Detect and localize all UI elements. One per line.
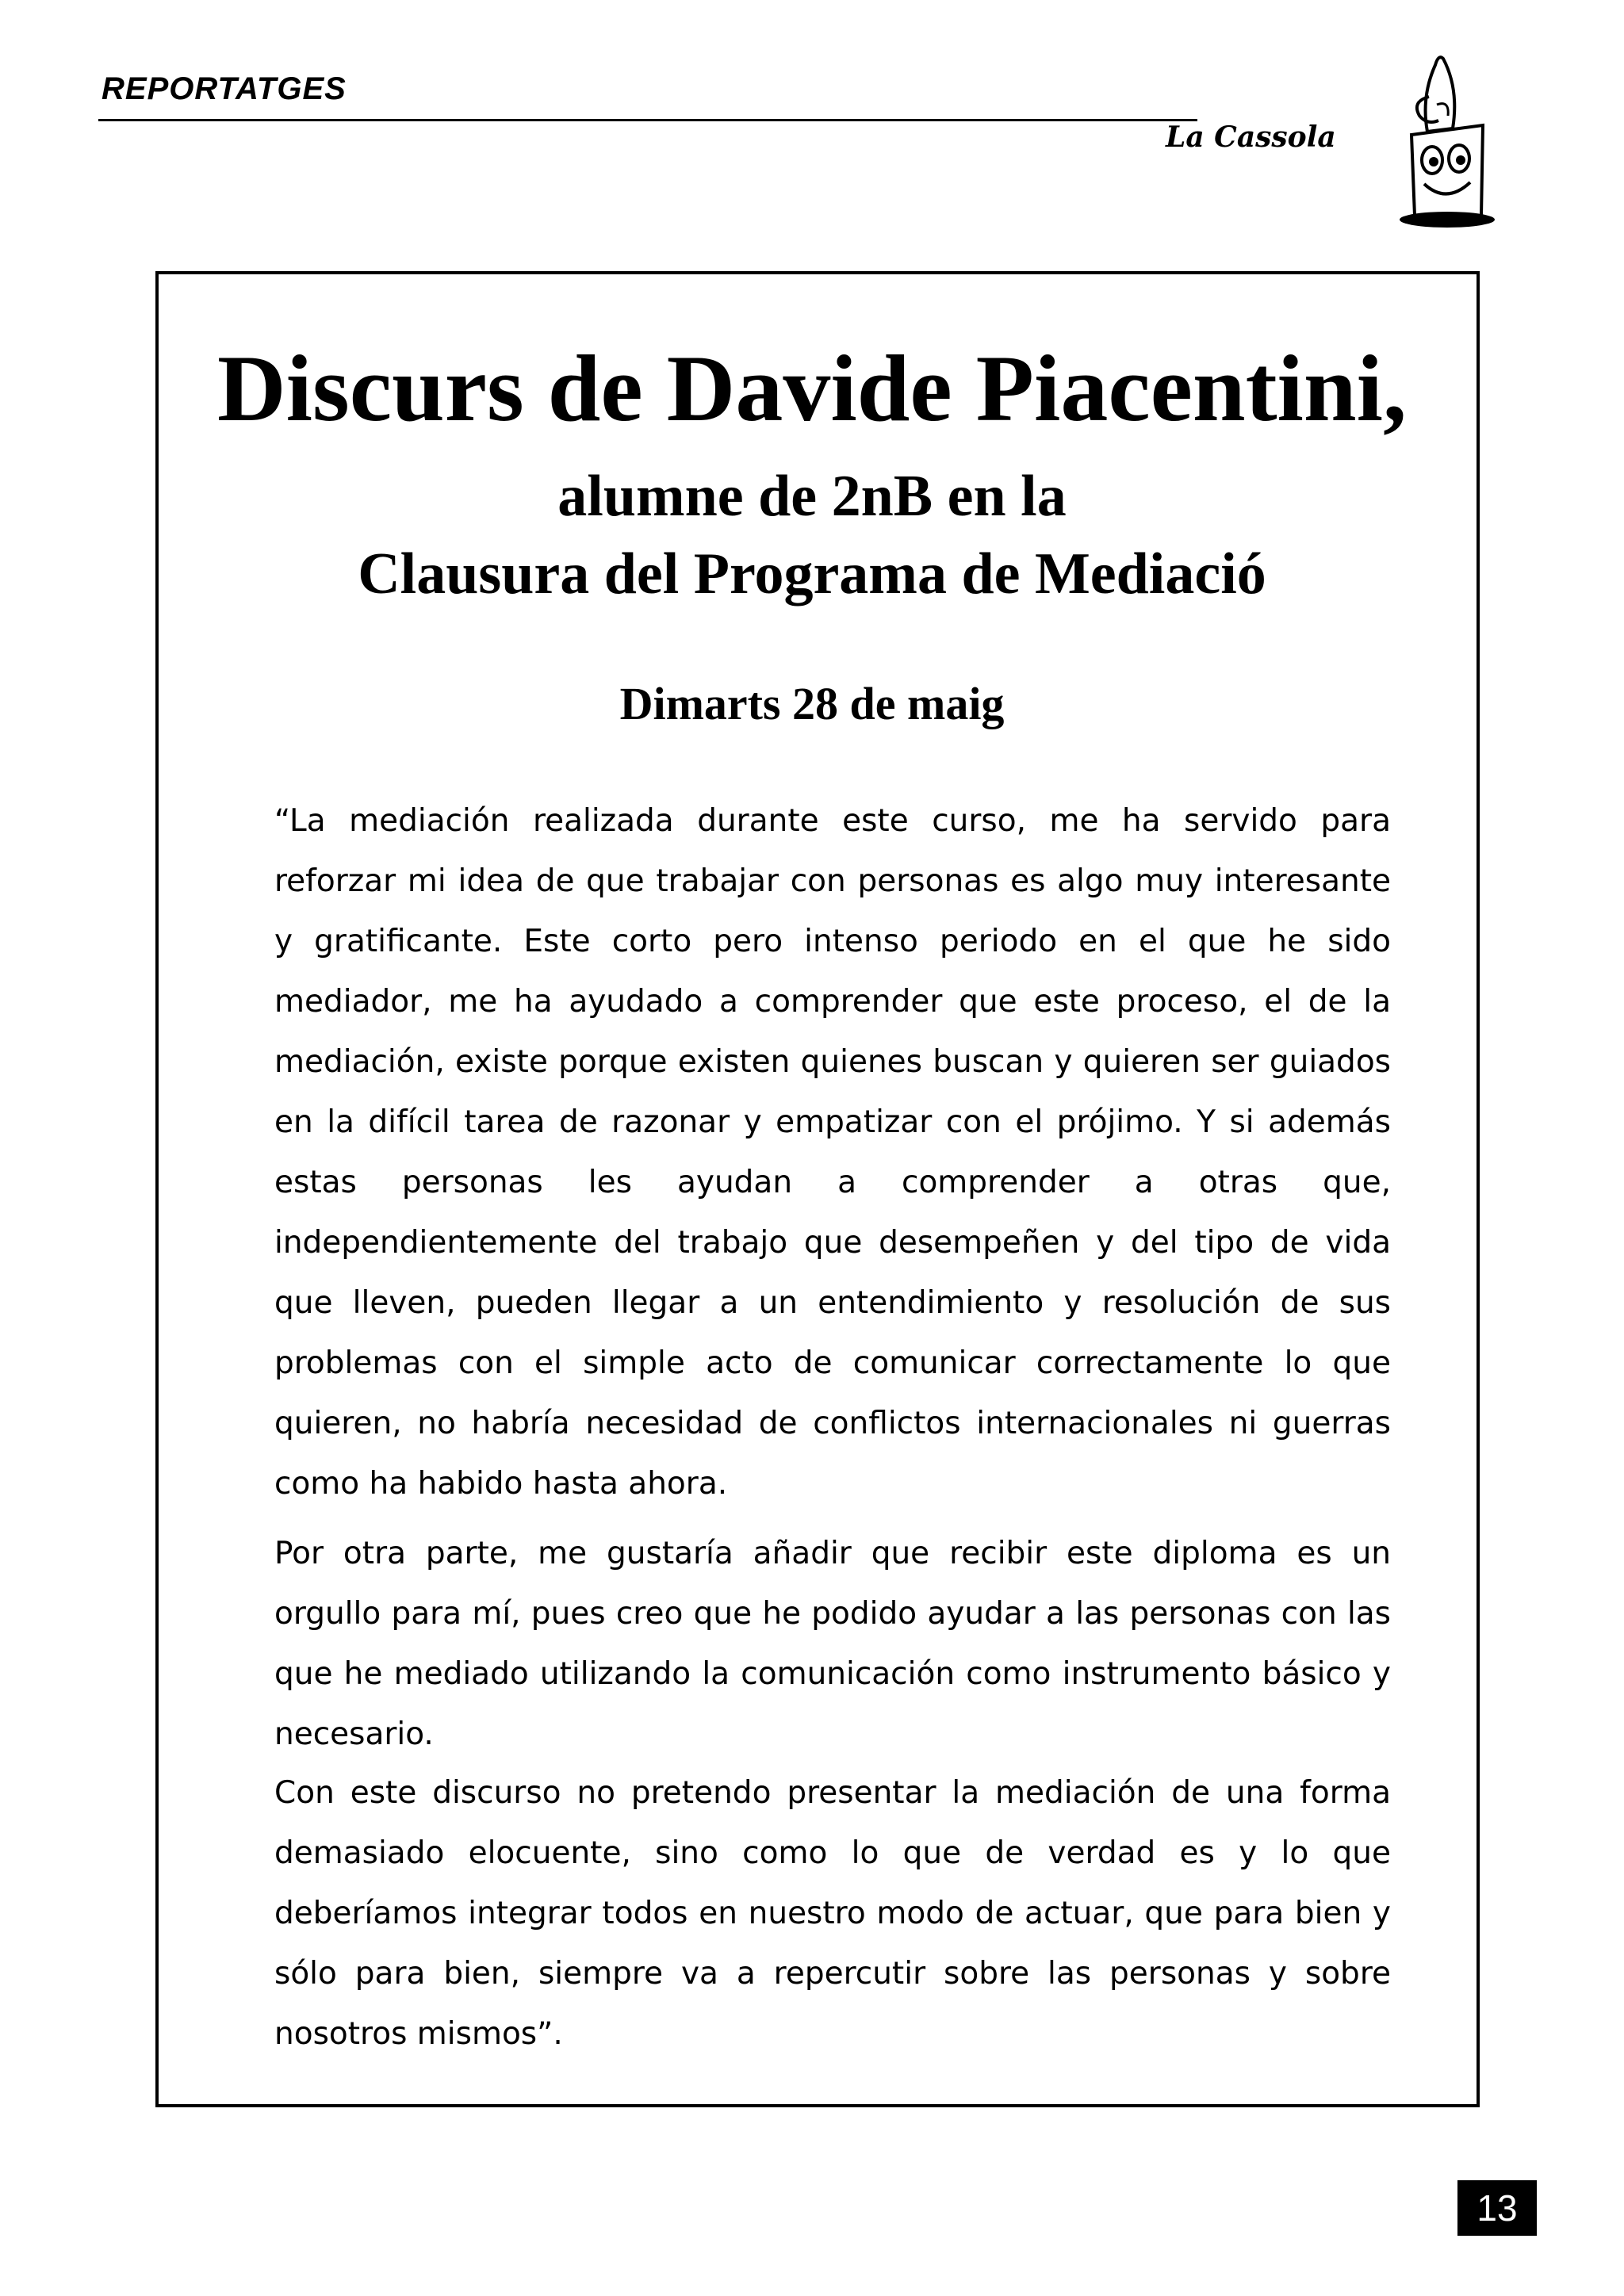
article-paragraph-1: “La mediación realizada durante este curso, me ha servido para reforzar mi idea de que trabajar con personas es algo muy interesante y gratificante. Este corto pero intenso periodo en el que he sido mediador, me ha ayudado a comprender que este proceso, el de la mediación, existe porque existen quienes buscan y quieren ser guiados en la difícil tarea de razonar y empatizar con el prójimo. Y si además estas personas les ayudan a comprender a otras que, independientemente del trabajo que desempeñen y del tipo de vida que lleven, pueden llegar a un entendimiento y resolución de sus problemas con el simple acto de comunicar correctamente lo que quieren, no habría necesidad de conflictos internacionales ni guerras como ha habido hasta ahora. (274, 803, 1391, 1502)
article-subtitle-line1: alumne de 2nB en la (557, 464, 1067, 529)
article-paragraph-3: Con este discurso no pretendo presentar la mediación de una forma demasiado elocuente, sino como lo que de verdad es y lo que deberíamos integrar todos en nuestro modo de actuar, que para bien y sólo para bien, siempre va a repercutir sobre las personas y sobre nosotros mismos”. (274, 1775, 1391, 2052)
article-subtitle-line2: Clausura del Programa de Mediació (358, 541, 1266, 607)
magazine-name: La Cassola (1166, 121, 1336, 154)
article-paragraph-2: Por otra parte, me gustaría añadir que recibir este diploma es un orgullo para mí, pues creo que he podido ayudar a las personas con las que he mediado utilizando la comunicación como instrumento básico y necesario. (274, 1536, 1391, 1752)
article-date: Dimarts 28 de maig (619, 678, 1005, 729)
section-label: REPORTATGES (102, 71, 347, 106)
page-number: 13 (1457, 2180, 1537, 2236)
header-rule (98, 119, 1197, 121)
cassola-mascot-icon (1380, 49, 1515, 239)
article-title: Discurs de Davide Piacentini, (217, 335, 1407, 441)
